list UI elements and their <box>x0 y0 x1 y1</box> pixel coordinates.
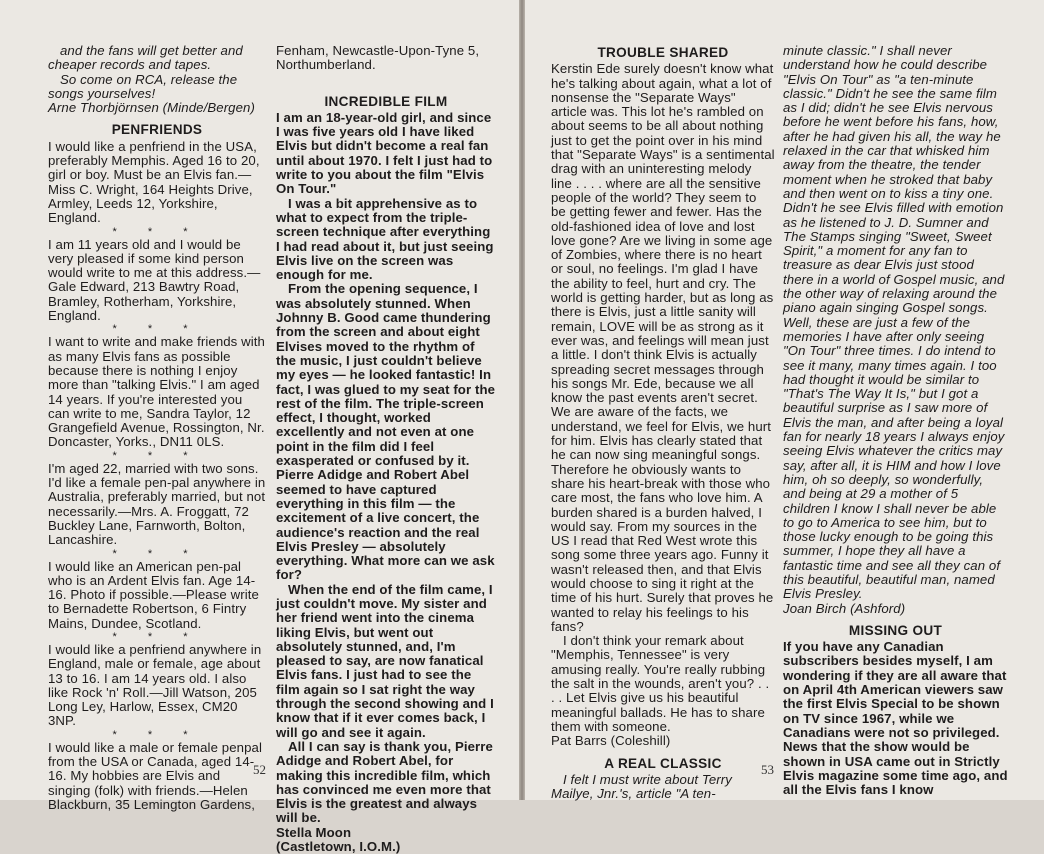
letter-ending: and the fans will get better and cheaper records and tapes. <box>48 43 243 73</box>
letter-paragraph: When the end of the film came, I just couldn't move. My sister and her friend went into the cinema liking Elvis, but went out absolutely stunned, and, I'm pleased to say, are now fanatical Elvis fans. I just had to see the film again so I sat right the way through the second showing and I know that if it ever comes back, I will go and see it again. <box>276 581 494 740</box>
separator: * * * <box>112 547 202 560</box>
section-heading-a-real-classic: A REAL CLASSIC <box>604 755 722 771</box>
letter-paragraph: Kerstin Ede surely doesn't know what he's talking about again, what a lot of nonsense the "Separate Ways" article was. This lot he's rambled on about seems to be all about nothing just to get the point over in his mind that "Separate Ways" is a sentimental drag with an uninteresting melody line . . . . where are all the sensitive people of the world? They seem to be getting fewer and fewer. Has the old-fashioned idea of love and lost love gone? Are we living in some age of Zombies, where there is no heart or soul, no feelings. I'm glad I have the ability to feel, hurt and cry. The world is getting harder, but as long as there is Elvis, just a little sanity will remain, LOVE will be as strong as it ever was, and feelings will mean just a little. I don't think Elvis is actually spreading secret messages through his songs Mr. Ede, because we all know the past events aren't secret. We are aware of the facts, we understand, we feel for Elvis, we hurt for him. Elvis has clearly stated that he can now sing meaningful songs. Therefore he obviously wants to share his heart-break with those who care most, the fans who love him. A burden shared is a burden halved, I would say. From my sources in the US I read that Red West wrote this song some three years ago. Funny it wasn't released then, and that Elvis would choose to sing it right at the time of his hurt. Surely that proves he wanted to relay his feelings to his fans? <box>551 61 775 634</box>
penfriend-item: I would like a penfriend in the USA, preferably Memphis. Aged 16 to 20, girl or boy. Must be an Elvis fan.—Miss C. Wright, 164 Heights Drive, Armley, Leeds 12, Yorkshire, England. <box>48 138 260 226</box>
penfriend-item: I would like an American pen-pal who is an Ardent Elvis fan. Age 14-16. Photo if possible.—Please write to Bernadette Robertson, 6 Fintry Mains, Dundee, Scotland. <box>48 558 259 631</box>
letter-paragraph: I am an 18-year-old girl, and since I was five years old I have liked Elvis but didn't become a real fan until about 1970. I felt I just had to write to you about the film "Elvis On Tour." <box>276 109 493 197</box>
address-continuation: Fenham, Newcastle-Upon-Tyne 5, Northumberland. <box>276 43 480 73</box>
letter-signoff: Joan Birch (Ashford) <box>783 600 906 616</box>
separator: * * * <box>112 225 202 238</box>
letter-paragraph: minute classic." I shall never understand how he could describe "Elvis On Tour" as "a ten-minute classic." Didn't he see the same film as I did; didn't he see Elvis nervous before he went before his fans, how, after he had given his all, the way he relaxed in the car that whisked him away from the theatre, the tender moment when he stroked that baby and then went on to kiss a tiny one. Didn't he see Elvis filled with emotion as he listened to J. D. Sumner and The Stamps singing "Sweet, Sweet Spirit," a moment for any fan to treasure as dear Elvis just stood there in a world of Gospel music, and the other way of relaxing around the piano again singing Gospel songs. Well, these are just a few of the memories I have after only seeing "On Tour" three times. I do intend to see it many, many times again. I too had thought it would be similar to "That's The Way It Is," but I got a beautiful surprise as I saw more of Elvis the man, and after being a loyal fan for nearly 18 years I always enjoy seeing Elvis whatever the critics may say, after all, it is HIM and how I love him, oh so deeply, so wonderfully, and being at 29 a mother of 5 children I know I shall never be able to go to America to see him, but to those lucky enough to be going this summer, I hope they all have a fantastic time and see all they can of this beautiful, beautiful man, named Elvis Presley. <box>783 43 1005 602</box>
right-column-2 <box>783 44 1008 797</box>
letter-paragraph: From the opening sequence, I was absolutely stunned. When Johnny B. Good came thundering from the screen and about eight Elvises moved to the rhythm of the music, I just couldn't believe my eyes — he looked fantastic! In fact, I was glued to my seat for the rest of the film. The triple-screen effect, I thought, worked excellently and not even at one point in the film did I feel exasperated or confused by it. Pierre Adidge and Robert Abel seemed to have captured everything in this film — the excitement of a live concert, the audience's reaction and the real Elvis Presley — absolutely everything. What more can we ask for? <box>276 281 496 583</box>
letter-signoff: Arne Thorbjörnsen (Minde/Bergen) <box>48 100 255 116</box>
penfriend-item: I am 11 years old and I would be very pleased if some kind person would write to me at this address.—Gale Edward, 213 Bawtry Road, Bramley, Rotherham, Yorkshire, England. <box>48 236 261 324</box>
left-column-2 <box>276 44 496 854</box>
letter-paragraph: I felt I must write about Terry Mailye, Jnr.'s, article "A ten- <box>551 771 732 802</box>
letter-signoff-name: Stella Moon <box>276 824 352 840</box>
penfriend-item: I want to write and make friends with as many Elvis fans as possible because there is nothing I enjoy more than "talking Elvis." I am aged 14 years. If you're interested you can write to me, Sandra Taylor, 12 Grangefield Avenue, Rossington, Nr. Doncaster, Yorks., DN11 0LS. <box>48 334 265 450</box>
page-number: 53 <box>761 762 774 777</box>
page-number: 52 <box>253 762 266 777</box>
separator: * * * <box>112 728 202 741</box>
right-column-1 <box>551 44 775 801</box>
letter-closing-line: So come on RCA, release the songs yourselves! <box>48 71 238 101</box>
separator: * * * <box>112 630 202 643</box>
section-heading-trouble-shared: TROUBLE SHARED <box>597 45 729 60</box>
separator: * * * <box>112 323 202 336</box>
left-column-1 <box>48 44 266 812</box>
right-page <box>525 0 1044 800</box>
penfriend-item: I would like a male or female penpal from the USA or Canada, aged 14-16. My hobbies are Elvis and singing (folk) with friends.—Helen Blackburn, 35 Lemington Gardens, <box>48 739 262 812</box>
left-page <box>0 0 519 854</box>
letter-signoff: Pat Barrs (Coleshill) <box>551 733 671 749</box>
section-heading-missing-out: MISSING OUT <box>848 622 943 638</box>
separator: * * * <box>112 449 202 462</box>
penfriend-item: I'm aged 22, married with two sons. I'd like a female pen-pal anywhere in Australia, preferably married, but not necessarily.—Mrs. A. Froggatt, 72 Buckley Lane, Farnworth, Bolton, Lancashire. <box>48 460 266 548</box>
penfriend-item: I would like a penfriend anywhere in England, male or female, age about 13 to 16. I am 14 years old. I also like Rock 'n' Roll.—Jill Watson, 205 Long Ley, Harlow, Essex, CM20 3NP. <box>48 641 262 729</box>
letter-signoff-place: (Castletown, I.O.M.) <box>276 839 401 854</box>
letter-paragraph: I don't think your remark about "Memphis, Tennessee" is very amusing really. You're really rubbing the salt in the wounds, aren't you? . . . . Let Elvis give us his beautiful meaningful ballads. He has to share them with someone. <box>551 633 770 734</box>
letter-paragraph: If you have any Canadian subscribers besides myself, I am wondering if they are all aware that on April 4th American viewers saw the first Elvis Special to be shown on TV since 1967, while we Canadians were not so privileged. News that the show would be shown in USA came out in Strictly Elvis magazine some time ago, and all the Elvis fans I know <box>783 639 1008 798</box>
letter-paragraph: I was a bit apprehensive as to what to expect from the triple-screen technique after everything I had read about it, but just seeing Elvis live on the screen was enough for me. <box>276 195 494 283</box>
letter-paragraph: All I can say is thank you, Pierre Adidge and Robert Abel, for making this incredible film, which has convinced me even more that Elvis is the greatest and always will be. <box>276 738 493 826</box>
section-heading-penfriends: PENFRIENDS <box>111 122 203 138</box>
section-heading-incredible-film: INCREDIBLE FILM <box>324 93 448 109</box>
